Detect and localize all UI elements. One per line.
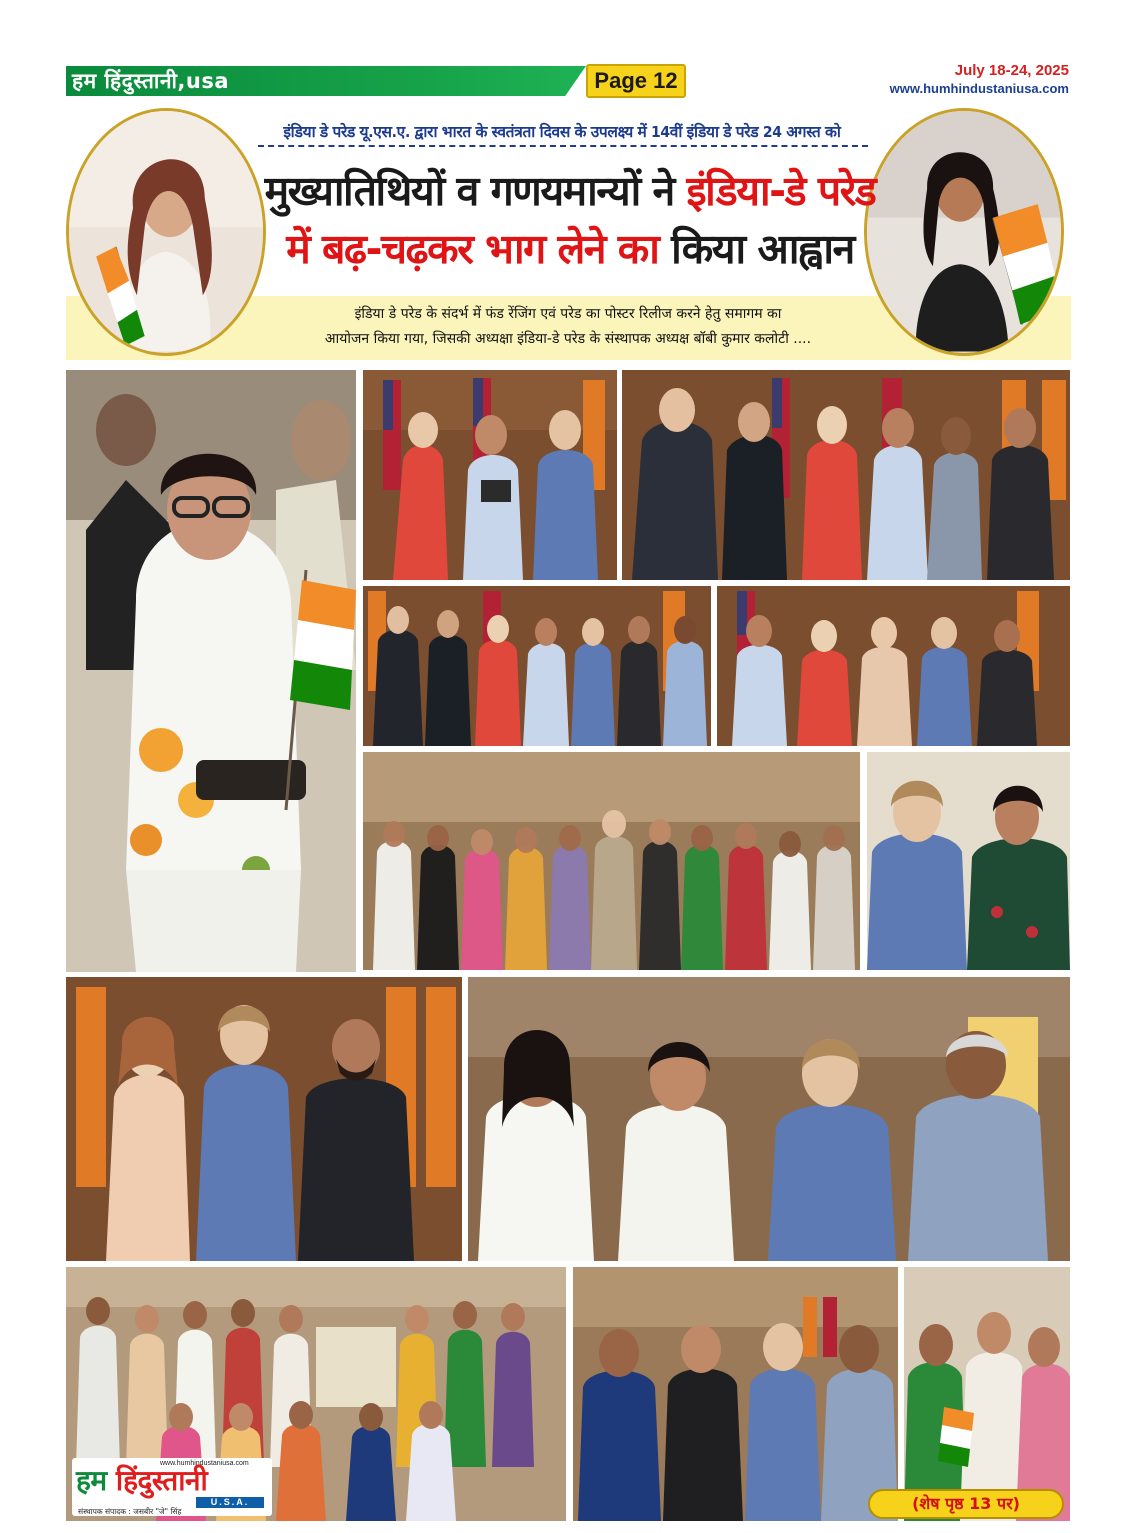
logo-url: www.humhindustaniusa.com (160, 1460, 249, 1467)
photo-two-women (867, 752, 1070, 970)
portrait-left-photo (66, 108, 266, 356)
photo-four-guests (468, 977, 1070, 1261)
continued-on-page-badge: (शेष पृष्ठ 13 पर) (868, 1489, 1064, 1519)
photo-plaque-presentation (363, 370, 617, 580)
page-number-badge: Page 12 (586, 64, 686, 98)
photo-group-eight (363, 586, 711, 746)
logo-word-green: हम (76, 1464, 107, 1497)
article-kicker: इंडिया डे परेड यू.एस.ए. द्वारा भारत के स्वतंत्रता दिवस के उपलक्ष्य में 14वीं इंडिया डे परेड 24 अगस्त को (283, 123, 841, 141)
masthead-title: हम हिंदुस्तानी,usa (72, 69, 230, 93)
website-url[interactable]: www.humhindustaniusa.com (889, 81, 1069, 96)
kicker-divider (258, 145, 868, 147)
summary-line-2: आयोजन किया गया, जिसकी अध्यक्षा इंडिया-डे परेड के संस्थापक अध्यक्ष बॉबी कुमार कलोटी .... (324, 331, 812, 347)
headline-line-2-red: में बढ़-चढ़कर भाग लेने का (286, 225, 659, 273)
publication-logo (76, 1466, 207, 1496)
summary-line-1: इंडिया डे परेड के संदर्भ में फंड रेंजिंग एवं परेड का पोस्टर रिलीज करने हेतु समागम का (354, 306, 782, 322)
headline-line-1-black: मुख्यातिथियों व गणयमान्यों ने (264, 167, 674, 215)
photo-seated-guest (66, 370, 356, 972)
logo-country: U.S.A. (196, 1497, 264, 1508)
headline-line-2-black: किया आह्वान (671, 225, 854, 273)
photo-dignitaries-group (622, 370, 1070, 580)
headline-line-1 (240, 165, 900, 217)
logo-word-red: हिंदुस्तानी (115, 1464, 208, 1497)
photo-group-six (717, 586, 1070, 746)
issue-date: July 18-24, 2025 (954, 62, 1069, 79)
photo-four-dignitaries (573, 1267, 898, 1521)
photo-three-women (904, 1267, 1070, 1521)
article-summary (260, 302, 876, 352)
logo-editor-line: संस्थापक संपादक : जसबीर "जे" सिंह (78, 1507, 182, 1516)
headline-line-2 (240, 223, 900, 275)
photo-large-group (363, 752, 860, 970)
headline-line-1-red: इंडिया-डे परेड (686, 167, 876, 215)
photo-three-dignitaries (66, 977, 462, 1261)
